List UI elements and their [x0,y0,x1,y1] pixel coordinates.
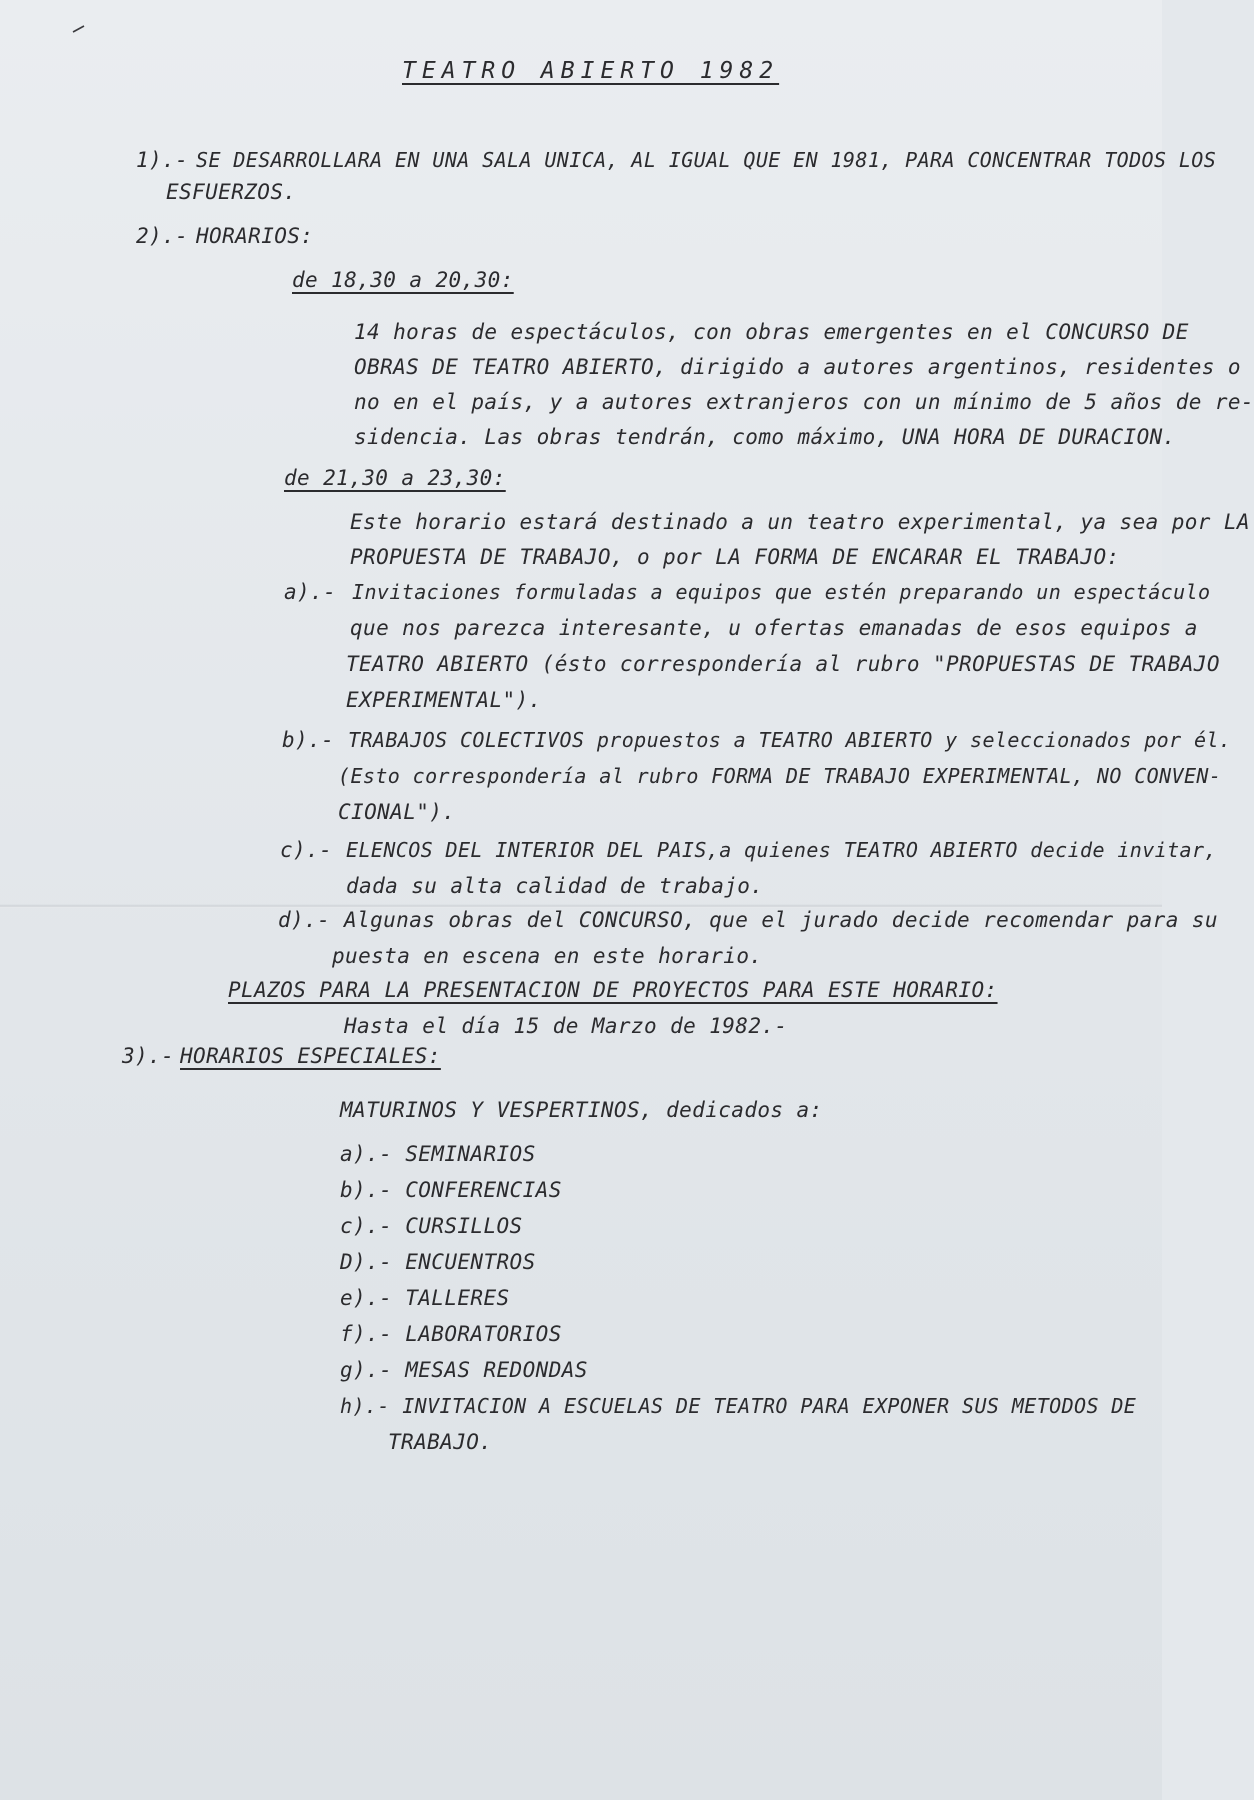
item2-heading: HORARIOS: [196,224,314,248]
slot1-line3: no en el país, y a autores extranjeros con un mínimo de 5 años de re- [354,390,1254,414]
special-item-a: a).- SEMINARIOS [340,1142,536,1166]
special-item-d: D).- ENCUENTROS [340,1250,536,1274]
slot1-line1: 14 horas de espectáculos, con obras emergentes en el CONCURSO DE [354,320,1189,344]
subitem-d-line2: puesta en escena en este horario. [332,944,763,968]
subitem-c-line2: dada su alta calidad de trabajo. [346,874,764,898]
subitem-d-line1: Algunas obras del CONCURSO, que el jurado decide recomendar para su [344,908,1218,932]
subitem-b-line2: (Esto correspondería al rubro FORMA DE TRABAJO EXPERIMENTAL, NO CONVEN- [338,764,1222,788]
subitem-a-line2: que nos parezca interesante, u ofertas emanadas de esos equipos a [350,616,1198,640]
slot1-line2: OBRAS DE TEATRO ABIERTO, dirigido a autores argentinos, residentes o [354,355,1241,379]
subitem-d-letter: d).- [278,908,331,932]
subitem-c-letter: c).- [280,838,333,862]
deadline-heading: PLAZOS PARA LA PRESENTACION DE PROYECTOS PARA ESTE HORARIO: [228,978,998,1002]
slot1-time: de 18,30 a 20,30: [292,268,514,292]
subitem-b-letter: b).- [282,728,335,752]
slot2-time: de 21,30 a 23,30: [284,466,506,490]
item3-heading: HORARIOS ESPECIALES: [180,1044,441,1068]
document-title: TEATRO ABIERTO 1982 [402,58,780,84]
special-item-e: e).- TALLERES [340,1286,510,1310]
item3-intro: MATURINOS Y VESPERTINOS, dedicados a: [340,1098,823,1122]
special-item-h: h).- INVITACION A ESCUELAS DE TEATRO PARA EXPONER SUS METODOS DE [340,1394,1137,1418]
ink-mark-icon [72,24,86,34]
subitem-a-letter: a).- [284,580,337,604]
item3-number: 3).- [122,1044,175,1068]
subitem-b-line3: CIONAL"). [338,800,456,824]
special-item-g: g).- MESAS REDONDAS [340,1358,588,1382]
subitem-c-line1: ELENCOS DEL INTERIOR DEL PAIS,a quienes TEATRO ABIERTO decide invitar, [346,838,1217,862]
item2-number: 2).- [136,224,189,248]
subitem-a-line1: Invitaciones formuladas a equipos que estén preparando un espectáculo [352,580,1211,604]
special-item-h-continuation: TRABAJO. [388,1430,493,1454]
special-item-f: f).- LABORATORIOS [340,1322,562,1346]
slot2-line1: Este horario estará destinado a un teatro experimental, ya sea por LA [350,510,1250,534]
item1-line1: SE DESARROLLARA EN UNA SALA UNICA, AL IGUAL QUE EN 1981, PARA CONCENTRAR TODOS LOS [196,148,1217,172]
deadline-text: Hasta el día 15 de Marzo de 1982.- [344,1014,788,1038]
subitem-a-line4: EXPERIMENTAL"). [346,688,542,712]
special-item-b: b).- CONFERENCIAS [340,1178,562,1202]
slot1-line4: sidencia. Las obras tendrán, como máximo, UNA HORA DE DURACION. [354,425,1176,449]
slot2-line2: PROPUESTA DE TRABAJO, o por LA FORMA DE ENCARAR EL TRABAJO: [350,545,1120,569]
subitem-a-line3: TEATRO ABIERTO (ésto correspondería al rubro "PROPUESTAS DE TRABAJO [346,652,1220,676]
special-item-c: c).- CURSILLOS [340,1214,523,1238]
item1-line2: ESFUERZOS. [166,180,297,204]
item1-number: 1).- [136,148,189,172]
subitem-b-line1: TRABAJOS COLECTIVOS propuestos a TEATRO ABIERTO y seleccionados por él. [348,728,1232,752]
